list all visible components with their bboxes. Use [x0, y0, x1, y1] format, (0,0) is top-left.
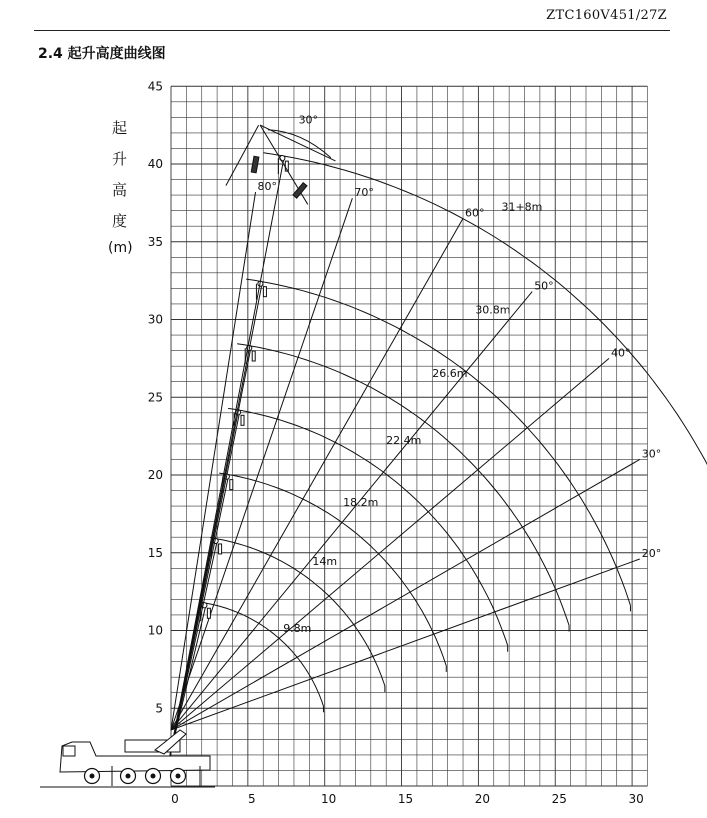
hook-block	[230, 480, 233, 490]
angle-label: 70°	[354, 186, 374, 200]
boom-length-curve	[246, 279, 630, 605]
ylabel-char-3: 高	[112, 181, 128, 199]
y-tick-label: 15	[147, 545, 163, 560]
jib-line	[226, 125, 259, 186]
y-tick-label: 20	[147, 468, 163, 482]
section-title: 2.4 起升高度曲线图	[38, 46, 166, 62]
boom-length-label: 26.6m	[432, 367, 468, 381]
boom-length-label: 18.2m	[343, 496, 379, 510]
angle-label: 80°	[257, 179, 278, 193]
y-tick-label: 45	[147, 79, 163, 94]
truck-crane-icon	[40, 730, 215, 787]
jib-hook-block-2	[293, 183, 307, 198]
boom-curves	[201, 153, 707, 712]
hook-block	[252, 351, 255, 361]
boom-line	[169, 156, 284, 758]
boom-length-label: 30.8m	[475, 303, 511, 317]
wheel-hub	[151, 774, 156, 779]
x-tick-label: 5	[248, 792, 256, 806]
ylabel-char-1: 起	[112, 119, 128, 137]
document-code: ZTC160V451/27Z	[546, 8, 667, 23]
boom-length-curve	[237, 344, 569, 626]
boom-length-label: 9.8m	[283, 622, 312, 636]
angle-label: 40°	[611, 346, 631, 360]
y-tick-label: 5	[155, 701, 163, 716]
wheel-hub	[126, 774, 131, 779]
wheel-hub	[90, 774, 95, 779]
x-tick-label: 25	[551, 792, 567, 806]
boom-length-label: 31+8m	[501, 200, 543, 214]
boom-length-label: 22.4m	[386, 433, 422, 447]
wheel-hub	[176, 774, 181, 779]
y-tick-label: 35	[147, 234, 163, 249]
boom-profiles	[169, 125, 338, 758]
boom-length-curve	[264, 153, 707, 569]
y-tick-label: 30	[147, 312, 163, 327]
angle-label: 20°	[641, 546, 662, 560]
chart-labels	[258, 114, 662, 635]
hook-block	[263, 287, 266, 297]
hook-block	[207, 608, 210, 618]
cab-window	[63, 746, 75, 756]
jib-offset-label: 30°	[298, 113, 319, 127]
y-tick-label: 40	[147, 157, 163, 171]
angle-label: 30°	[641, 447, 662, 461]
y-tick-label: 10	[147, 623, 163, 638]
ylabel-char-4: 度	[112, 212, 128, 230]
ylabel-unit: (m)	[108, 240, 133, 256]
x-tick-label: 20	[474, 792, 491, 806]
x-tick-label: 15	[397, 792, 414, 806]
hook-block	[241, 415, 244, 425]
y-tick-label: 25	[147, 390, 163, 405]
ylabel-char-2: 升	[112, 150, 128, 168]
x-tick-label: 10	[321, 792, 337, 806]
x-tick-label: 30	[628, 792, 644, 806]
angle-label: 50°	[534, 279, 554, 293]
angle-label: 60°	[465, 206, 485, 220]
boom-length-curve	[201, 602, 323, 706]
jib-hook-block	[251, 156, 259, 173]
angle-line	[171, 198, 352, 730]
hook-block	[219, 544, 222, 554]
boom-length-label: 14m	[312, 555, 338, 569]
angle-line	[171, 459, 640, 730]
x-tick-label: 0	[171, 792, 179, 806]
